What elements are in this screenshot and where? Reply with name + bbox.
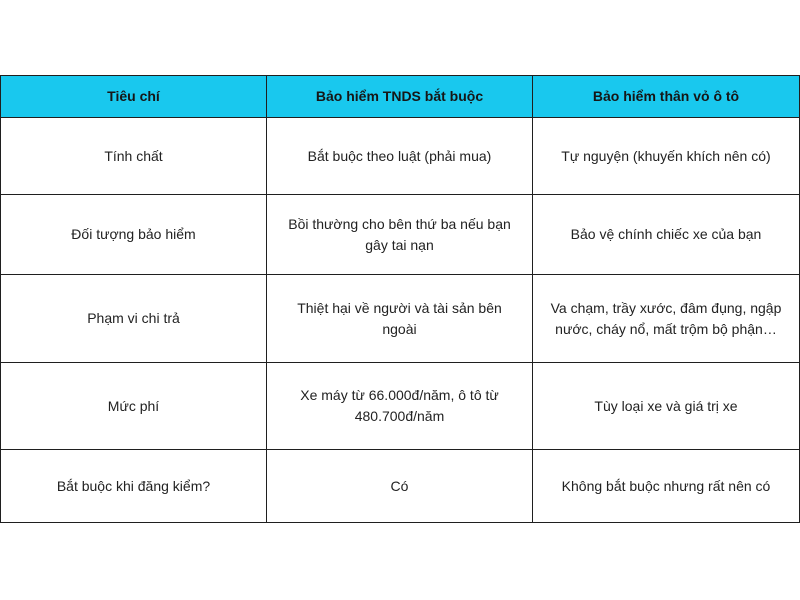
row-body-cell: Tự nguyện (khuyến khích nên có)	[533, 118, 800, 195]
row-criteria-cell: Phạm vi chi trả	[1, 275, 267, 363]
row-body-cell: Tùy loại xe và giá trị xe	[533, 363, 800, 450]
table-header-row	[1, 76, 800, 118]
table-row	[1, 195, 800, 275]
table-row	[1, 363, 800, 450]
table-row	[1, 450, 800, 523]
row-body-cell: Va chạm, trầy xước, đâm đụng, ngập nước, cháy nổ, mất trộm bộ phận…	[533, 275, 800, 363]
row-body-cell: Bảo vệ chính chiếc xe của bạn	[533, 195, 800, 275]
row-body-cell: Không bắt buộc nhưng rất nên có	[533, 450, 800, 523]
row-criteria-cell: Bắt buộc khi đăng kiểm?	[1, 450, 267, 523]
row-tnds-cell: Xe máy từ 66.000đ/năm, ô tô từ 480.700đ/năm	[267, 363, 533, 450]
comparison-table	[0, 75, 800, 523]
header-tnds-insurance: Bảo hiểm TNDS bắt buộc	[267, 76, 533, 118]
header-criteria: Tiêu chí	[1, 76, 267, 118]
row-criteria-cell: Đối tượng bảo hiểm	[1, 195, 267, 275]
row-tnds-cell: Có	[267, 450, 533, 523]
header-body-insurance: Bảo hiểm thân vỏ ô tô	[533, 76, 800, 118]
table-row	[1, 275, 800, 363]
table-row	[1, 118, 800, 195]
row-criteria-cell: Mức phí	[1, 363, 267, 450]
row-tnds-cell: Thiệt hại về người và tài sản bên ngoài	[267, 275, 533, 363]
row-criteria-cell: Tính chất	[1, 118, 267, 195]
row-tnds-cell: Bắt buộc theo luật (phải mua)	[267, 118, 533, 195]
row-tnds-cell: Bồi thường cho bên thứ ba nếu bạn gây tai nạn	[267, 195, 533, 275]
